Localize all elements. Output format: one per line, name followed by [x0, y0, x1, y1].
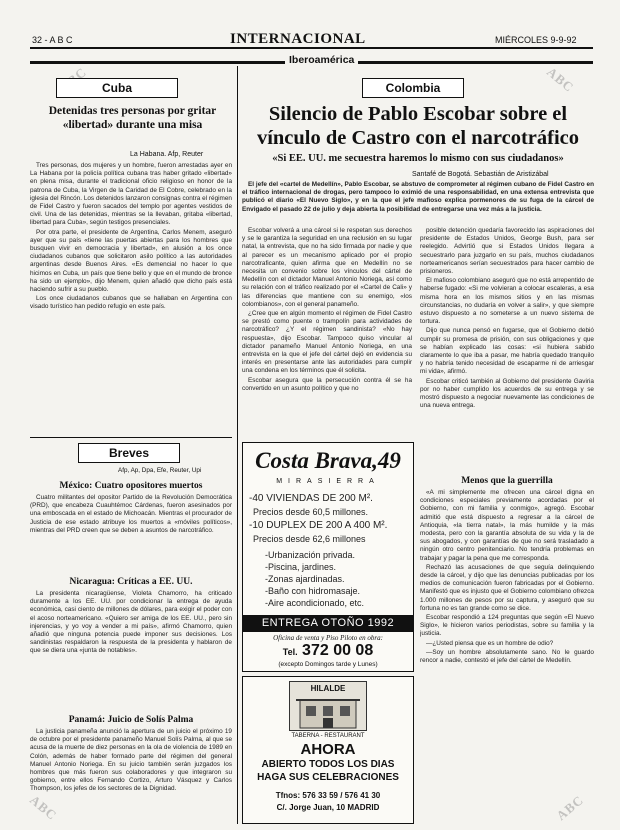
colombia-paragraph: Escobar asegura que la persecución contra él se ha convertido en un asunto político y que no: [242, 376, 412, 392]
ad-features: [265, 549, 364, 609]
subsection-label: Iberoamérica: [289, 54, 355, 66]
ad-tel-prefix: Tel.: [282, 647, 298, 657]
building-icon: [290, 694, 366, 730]
ad-phone-line: [245, 642, 411, 660]
ad2-logo: [289, 681, 367, 731]
colombia-column-2: [420, 227, 594, 472]
column-divider: [237, 66, 238, 824]
subsection-rule-right: [358, 61, 593, 64]
ad2-kind: TABERNA - RESTAURANT: [291, 733, 365, 739]
cuba-paragraph: Por otra parte, el presidente de Argentina, Carlos Menem, aseguró ayer que su país «tiene las puertas abiertas para los hombres que busquen vivir en democracia y libertad», en alusión a los once ciudadanos cubanos que solicitaron asilo político a las autoridades argentinas desde Buenos Aires. «Es demencial no hacer lo que hicimos en Cuba, un país que tiene bello y que en el mundo de bronce ha sido un ejemplo», dijo Menem, quien añadió que dicho país está haciendo sufrir a su pueblo.: [30, 228, 232, 294]
ad-price: Precios desde 62,6 millones: [253, 534, 366, 544]
breves-rule: [30, 437, 232, 438]
ad-feature: -Baño con hidromasaje.: [265, 586, 361, 596]
watermark-stamp: ABC: [553, 792, 587, 824]
watermark-stamp: ABC: [544, 64, 578, 96]
ad-band: ENTREGA OTOÑO 1992: [243, 615, 413, 632]
ad2-name: HILALDE: [310, 684, 346, 693]
section-tab-breves: Breves: [78, 443, 180, 463]
breve-body: La justicia panameña anunció la apertura de un juicio el próximo 19 de octubre por el presidente panameño Manuel Solís Palma, al que se acusa de la muerte de diez personas en la ola de violencia de 1989 en Colón, además de haber formado parte del régimen del general Manuel Antonio Noriega. En su juicio también serán juzgados los hombres que más fueron sus colaboradores y que integraron su gobierno, entre ellos Fernando Cortizo, Arturo Vásquez y Carlos Thompson, los jefes de los sectores de la Dignidad.: [30, 728, 232, 793]
ad-feature: -Piscina, jardines.: [265, 562, 337, 572]
ad-hilalde: [242, 676, 414, 824]
colombia-paragraph: posible detención quedaría favorecido las aspiraciones del presidente de Estados Unidos, George Bush, para ser reelegido. Advirtió que si Estados Unidos llegara a secuestrarlo para juzgarlo en su país, muchos ciudadanos norteamericanos serían secuestrados para hacer cambio de prisioneros.: [420, 227, 594, 276]
colombia-lead: El jefe del «cartel de Medellín», Pablo Escobar, se abstuvo de comprometer al régimen cubano de Fidel Castro en el tráfico internacional de drogas, pero tampoco lo eximió de una responsabilidad, en una extensa entrevista que publicó el diario «El Nuevo Siglo», y en la que el jefe mafioso explica pormenores de su fuga de la cárcel de Envigado el pasado 22 de julio y deja abierta la posibilidad de entregarse una vez más a la justicia.: [242, 181, 594, 213]
ad-offer: -40 VIVIENDAS DE 200 M².: [249, 493, 373, 504]
colombia-paragraph: «A mi simplemente me ofrecen una cárcel digna en condiciones especiales previamente acordadas por el Gobierno, con mi familia y conmigo», agregó. Escobar admitió que está dispuesto a regresar a la cárcel de Antioquia, «la tierra natal», la más humilde y la más modesta, pero con la garantía absoluta de su vida y la de sus abogados, y con garantías de que no será trasladado a ningún otro centro penitenciario. No tendría problemas en trabajar y pagar la pena que me corresponda.: [420, 489, 594, 562]
colombia-headline: Silencio de Pablo Escobar sobre el vínculo de Castro con el narcotráfico: [256, 103, 580, 149]
breve-headline: Nicaragua: Críticas a EE. UU.: [69, 577, 193, 587]
colombia-paragraph: Escobar volverá a una cárcel si le respetan sus derechos y se le garantiza la seguridad en una reclusión en su lugar natal, la entrevista, que no ha sido firmada por nadie y que al parecer es un mecanismo aplicado por el propio narcotraficante, quien afirma que en Medellín no se necesita un convenio sobre los vínculos del cártel de Medellín con el dictador Manuel Antonio Noriega, así como su relación con el tráfico realizado por el «Cartel de Cali» y las diferencias que mantiene con su enemigo, «los colombianos», con el general panameño.: [242, 227, 412, 308]
colombia-paragraph: —¿Usted piensa que es un hombre de odio?: [426, 639, 554, 647]
colombia-paragraph: —Soy un hombre absolutamente sano. No le guardo rencor a nadie, contestó el jefe del cártel de Medellín.: [420, 648, 594, 665]
ad-brand: Costa Brava,49: [255, 448, 401, 473]
header-rule: [30, 47, 593, 49]
section-tab-cuba: Cuba: [56, 78, 178, 98]
ad2-invite: HAGA SUS CELEBRACIONES: [257, 772, 399, 783]
cuba-paragraph: Los once ciudadanos cubanos que se hallaban en Argentina con visado turístico han pedido refugio en este país.: [30, 295, 232, 311]
colombia-paragraph: Dijo que nunca pensó en fugarse, que el Gobierno debió cumplir su promesa de prisión, con sus obligaciones y que se habían explicado las cosas: «si hubiera sabido claramente lo que iba a pasar, me habría quedado tranquilo y no habría tenido necesidad de escaparme ni de arriesgar mi vida», afirmó.: [420, 327, 594, 376]
ad2-phones: Tfnos: 576 33 59 / 576 41 30: [275, 791, 381, 800]
colombia-paragraph: ¿Cree que en algún momento el régimen de Fidel Castro se prestó como puente o trampolín para actividades de narcotráfico? ¿Y el régimen sandinista? «No hay respuesta», dijo Escobar. Tampoco quiso vincular al dictador panameño Manuel Antonio Noriega, en una entrevista en la que el jefe del cártel dejó en evidencia su interés en presentarse ante las autoridades para cumplir una condena en los términos que él solicita.: [242, 310, 412, 375]
colombia-column-3: [420, 489, 594, 821]
ad-office: Oficina de venta y Piso Piloto en obra:: [273, 634, 383, 642]
breves-credit: Afp, Ap, Dpa, Efe, Reuter, Upi: [118, 467, 202, 474]
ad2-now: AHORA: [300, 741, 356, 758]
breve-headline: México: Cuatro opositores muertos: [59, 481, 203, 491]
cuba-dateline: La Habana. Afp, Reuter: [130, 151, 204, 158]
cuba-body: [30, 162, 232, 424]
breve-body: La presidenta nicaragüense, Violeta Chamorro, ha criticado duramente a los EE. UU. por condicionar la entrega de ayuda económica, casi ciento de millones de dólares, para exigir el poder con el acoso norteamericano. «Quiero ser amiga de los EE. UU., pero sin injerencias, y yo voy a vender a mi país», afirmó Chamorro, quien añadió que ninguna potencia puede imponer sus decisiones. Los sandinistas respaldaron la respuesta de la presidenta y hablaron de que se diera una «junta de notables».: [30, 590, 232, 655]
colombia-dateline: Santafé de Bogotá. Sebastián de Aristizábal: [412, 171, 549, 178]
ad-hours: (excepto Domingos tarde y Lunes): [278, 661, 378, 668]
section-title: INTERNACIONAL: [230, 31, 366, 47]
ad-feature: -Urbanización privada.: [265, 550, 356, 560]
section-tab-colombia: Colombia: [362, 78, 464, 98]
watermark-stamp: ABC: [27, 792, 61, 824]
colombia-subhead: Menos que la guerrilla: [461, 476, 553, 486]
issue-date: MIÉRCOLES 9-9-92: [495, 35, 577, 45]
page-number: 32 - A B C: [32, 35, 73, 45]
ad2-open: ABIERTO TODOS LOS DIAS: [261, 759, 395, 770]
colombia-subheadline: «Si EE. UU. me secuestra haremos lo mismo con sus ciudadanos»: [272, 153, 564, 164]
colombia-paragraph: El mafioso colombiano aseguró que no está arrepentido de haberse fugado: «Si me volvieran a colocar escaleras, a esa misma hora en los mismos sitios y en las mismas circunstancias, no dudaría en volver a salir», y que siempre estuvo dispuesto a no someterse a un nuevo sistema de tortura.: [420, 277, 594, 326]
colombia-column-1: [242, 227, 412, 437]
cuba-headline: Detenidas tres personas por gritar «libertad» durante una misa: [48, 105, 217, 131]
ad-costa-brava: [242, 442, 414, 672]
ad-feature: -Aire acondicionado, etc.: [265, 598, 365, 608]
ad-feature: -Zonas ajardinadas.: [265, 574, 345, 584]
ad-place: MIRASIERRA: [276, 478, 380, 485]
subsection-rule-left: [30, 61, 285, 64]
colombia-paragraph: Rechazó las acusaciones de que seguía delinquiendo desde la cárcel, y dijo que las denuncias publicadas por los medios de comunicación fueron fabricadas por el Gobierno. Manifestó que es injusto que el Gobierno colombiano ofrezca 1.000 millones de pesos por su captura, y aseguró que su fortuna no es tan grande como se dice.: [420, 563, 594, 612]
ad-price: Precios desde 60,5 millones.: [253, 507, 369, 517]
colombia-paragraph: Escobar criticó también al Gobierno del presidente Gaviria por no haber cumplido los acuerdos de su entrega y se mostró dispuesto a negociar nuevamente las condiciones de una nueva entrega.: [420, 377, 594, 410]
breve-body: Cuatro militantes del opositor Partido de la Revolución Democrática (PRD), que encabeza Cuauhtémoc Cárdenas, fueron asesinados por una emboscada en el estado de Michoacán. Mientras el procurador de Justicia de ese estado atribuye los muertos a «móviles políticos», mientras del PRD creen que se deben a asuntos de narcotráfico.: [30, 494, 232, 534]
breve-headline: Panamá: Juicio de Solís Palma: [68, 715, 194, 725]
cuba-paragraph: Tres personas, dos mujeres y un hombre, fueron arrestadas ayer en La Habana por la policía política cubana tras haber gritado «libertad» en plena misa, durante el tradicional oficio religioso en honor de la patrona de Cuba, la Virgen de la Caridad de El Cobre, celebrado en la iglesia del Rincón. Los detenidos lanzaron consignas contra el régimen de Fidel Castro y fueron sacados del templo por agentes vestidos de civil. Una de las detenidas, mientras se la llevaban, gritaba «libertad, libertad para Cuba», según testigos presenciales.: [30, 162, 232, 227]
ad-phone: 372 00 08: [302, 642, 374, 659]
colombia-paragraph: Escobar respondió a 124 preguntas que según «El Nuevo Siglo», le hicieron varios periodistas, sobre su familia y la justicia.: [420, 614, 594, 638]
ad-offer: -10 DUPLEX DE 200 A 400 M².: [249, 520, 388, 531]
ad2-address: C/. Jorge Juan, 10 MADRID: [276, 803, 380, 812]
